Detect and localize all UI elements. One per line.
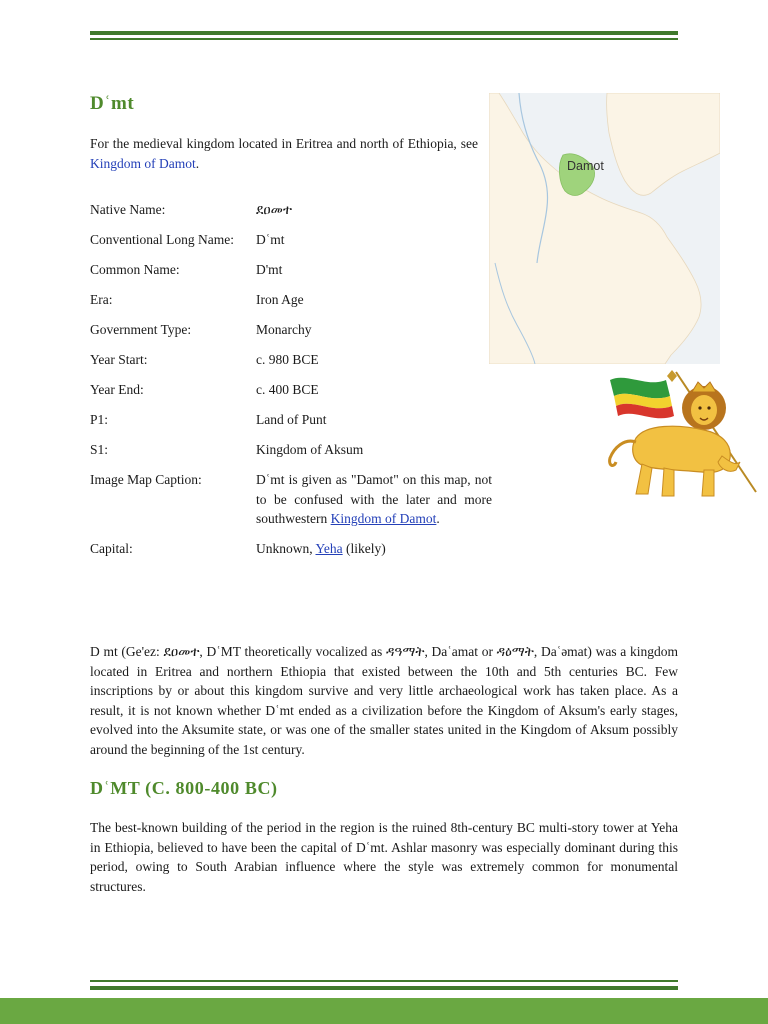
infobox-row-p1 — [90, 410, 492, 430]
lion-leg-back-2 — [662, 468, 674, 496]
lion-leg-back — [636, 464, 652, 494]
p1-label: P1: — [90, 412, 109, 427]
conventional-long-name-label: Conventional Long Name: — [90, 232, 234, 247]
image-map-caption-label: Image Map Caption: — [90, 472, 202, 487]
image-map-caption-value — [256, 470, 492, 529]
infobox-row-era — [90, 290, 492, 310]
year-end-label: Year End: — [90, 382, 144, 397]
year-end-value: c. 400 BCE — [256, 382, 319, 397]
infobox-row-image-map-caption — [90, 470, 492, 529]
common-name-label: Common Name: — [90, 262, 180, 277]
native-name-label: Native Name: — [90, 202, 166, 217]
year-start-value: c. 980 BCE — [256, 352, 319, 367]
yeha-link[interactable]: Yeha — [315, 541, 343, 556]
capital-label: Capital: — [90, 541, 133, 556]
lion-of-judah-icon — [606, 366, 766, 500]
bottom-rule-thick — [90, 986, 678, 990]
government-type-value: Monarchy — [256, 322, 312, 337]
infobox-row-capital — [90, 539, 492, 559]
caption-prefix: Dʿmt is given as "Damot" on this map, not to be confused with the later and more southwestern — [256, 472, 492, 526]
infobox-row-government-type — [90, 320, 492, 340]
infobox-row-native-name — [90, 200, 492, 220]
damot-map-graphic — [489, 93, 720, 364]
capital-prefix: Unknown, — [256, 541, 316, 556]
infobox — [90, 200, 492, 569]
era-value: Iron Age — [256, 292, 304, 307]
intro-suffix: . — [195, 156, 200, 171]
lion-staff-cross — [667, 370, 677, 382]
lion-tail — [610, 441, 636, 465]
intro-note — [90, 134, 478, 174]
paragraph-section: The best-known building of the period in the region is the ruined 8th-century BC multi-story tower at Yeha in Ethiopia, believed to have been the capital of Dʿmt. Ashlar masonry was especially dominant during this period, owing to South Arabian influence where the style was extremely common for monumental structures. — [90, 820, 678, 894]
year-start-label: Year Start: — [90, 352, 148, 367]
lion-eye-right — [707, 406, 710, 409]
top-rule-thin — [90, 38, 678, 40]
kingdom-of-damot-link[interactable]: Kingdom of Damot — [90, 156, 196, 171]
capital-value — [256, 539, 492, 559]
caption-kingdom-of-damot-link[interactable]: Kingdom of Damot — [330, 511, 437, 526]
infobox-row-common-name — [90, 260, 492, 280]
infobox-row-year-end — [90, 380, 492, 400]
top-rule-thick — [90, 31, 678, 35]
page-title: Dʿmt — [90, 93, 135, 114]
infobox-row-s1 — [90, 440, 492, 460]
intro-prefix: For the medieval kingdom located in Eritrea and north of Ethiopia, see — [90, 136, 478, 151]
bottom-rule-thin — [90, 980, 678, 982]
infobox-row-conventional-long-name — [90, 230, 492, 250]
paragraph-intro: D mt (Ge'ez: ደዐመተ, DʿMT theoretically vocalized as ዳዓማት, Daʿamat or ዳዕማት, Daʿəmat) was a kingdom located in Eritrea and northern Ethiopia that existed between the 10th and 5th centuries BC. Few inscriptions by or about this kingdom survive and very little archaeological work has taken place. As a result, it is not known whether Dʿmt ended as a civilization before the Kingdom of Aksum's early stages, evolved into the Aksumite state, or was one of the smaller states united in the Kingdom of Aksum possibly around the beginning of the 1st century. — [90, 644, 678, 757]
government-type-label: Government Type: — [90, 322, 192, 337]
native-name-value: ደዐመተ — [256, 202, 292, 217]
map-damot-label: Damot — [567, 159, 604, 173]
capital-suffix: (likely) — [342, 541, 386, 556]
s1-value: Kingdom of Aksum — [256, 442, 364, 457]
common-name-value: D'mt — [256, 262, 283, 277]
bottom-band — [0, 998, 768, 1024]
infobox-row-year-start — [90, 350, 492, 370]
era-label: Era: — [90, 292, 113, 307]
caption-suffix: . — [436, 511, 440, 526]
p1-value: Land of Punt — [256, 412, 327, 427]
lion-eye-left — [698, 406, 701, 409]
conventional-long-name-value: Dʿmt — [256, 232, 285, 247]
lion-graphic — [606, 366, 766, 500]
s1-label: S1: — [90, 442, 109, 457]
damot-map — [489, 93, 720, 364]
lion-leg-front — [702, 470, 714, 496]
section-heading: DʿMT (C. 800-400 BC) — [90, 778, 278, 798]
